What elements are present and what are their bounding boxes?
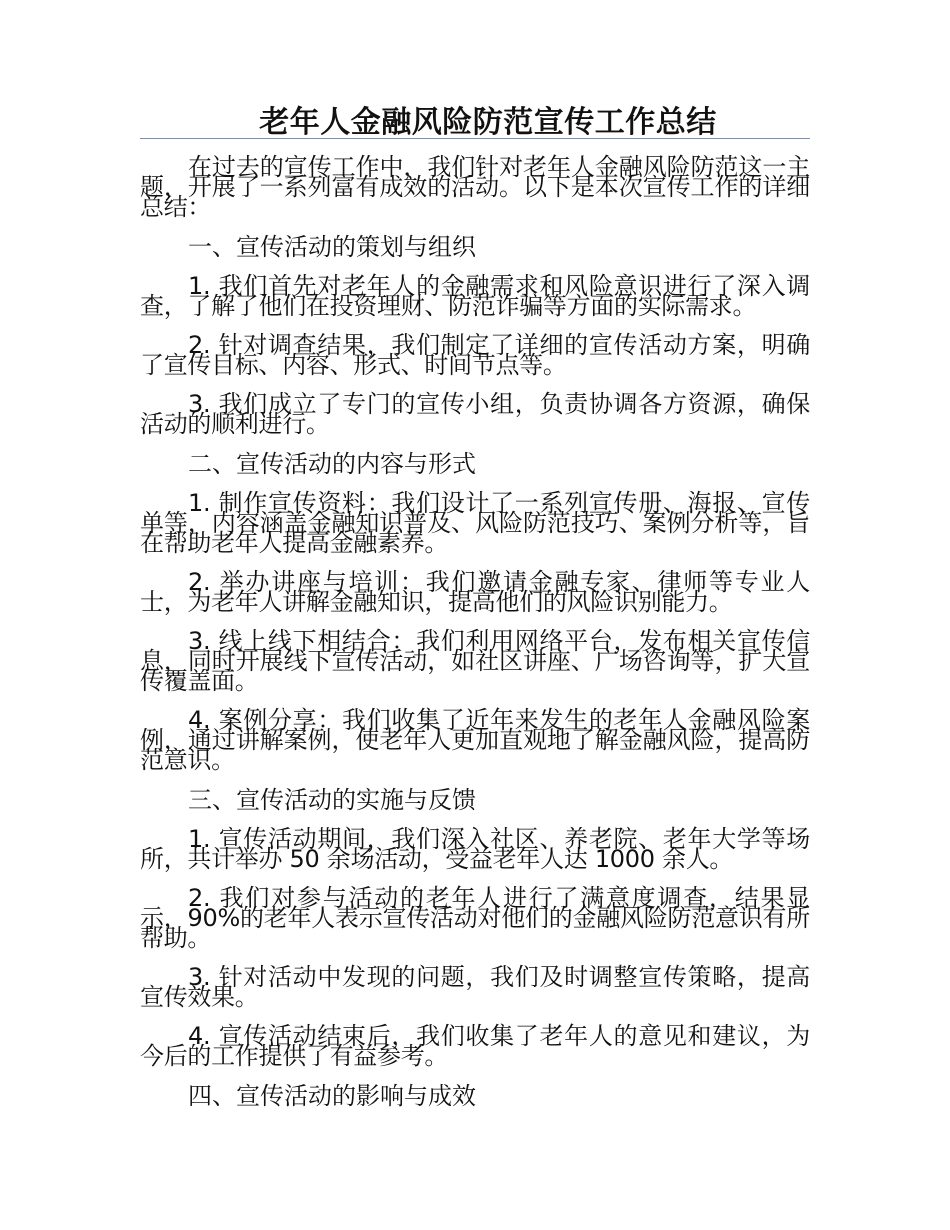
section-heading-4: 四、宣传活动的影响与成效 [188,1082,476,1110]
section-3-item-1: 1. 宣传活动期间，我们深入社区、养老院、老年大学等场所，共计举办 50 余场活动，受益老年人达 1000 余人。 [140,825,810,873]
section-1-item-1: 1. 我们首先对老年人的金融需求和风险意识进行了深入调查，了解了他们在投资理财、防范诈骗等方面的实际需求。 [140,272,810,320]
section-2-item-2: 2. 举办讲座与培训：我们邀请金融专家、律师等专业人士，为老年人讲解金融知识，提高他们的风险识别能力。 [140,568,810,616]
section-1-item-2: 2. 针对调查结果，我们制定了详细的宣传活动方案，明确了宣传目标、内容、形式、时间节点等。 [140,331,810,379]
document-body [140,153,810,1125]
section-3-item-3: 3. 针对活动中发现的问题，我们及时调整宣传策略，提高宣传效果。 [140,963,810,1011]
section-heading-2: 二、宣传活动的内容与形式 [188,450,476,478]
section-1-item-3: 3. 我们成立了专门的宣传小组，负责协调各方资源，确保活动的顺利进行。 [140,390,810,438]
section-2-item-4: 4. 案例分享：我们收集了近年来发生的老年人金融风险案例，通过讲解案例，使老年人更加直观地了解金融风险，提高防范意识。 [140,706,810,774]
section-heading-1: 一、宣传活动的策划与组织 [188,233,476,261]
section-heading-3: 三、宣传活动的实施与反馈 [188,786,476,814]
intro-paragraph: 在过去的宣传工作中，我们针对老年人金融风险防范这一主题，开展了一系列富有成效的活动。以下是本次宣传工作的详细总结： [140,153,810,221]
section-2-item-1: 1. 制作宣传资料：我们设计了一系列宣传册、海报、宣传单等，内容涵盖金融知识普及、风险防范技巧、案例分析等，旨在帮助老年人提高金融素养。 [140,489,810,557]
document-title: 老年人金融风险防范宣传工作总结 [259,105,717,140]
section-3-item-4: 4. 宣传活动结束后，我们收集了老年人的意见和建议，为今后的工作提供了有益参考。 [140,1022,810,1070]
section-3-item-2: 2. 我们对参与活动的老年人进行了满意度调查，结果显示，90%的老年人表示宣传活动对他们的金融风险防范意识有所帮助。 [140,884,810,952]
section-2-item-3: 3. 线上线下相结合：我们利用网络平台，发布相关宣传信息，同时开展线下宣传活动，如社区讲座、广场咨询等，扩大宣传覆盖面。 [140,627,810,695]
title-underline [140,138,810,139]
